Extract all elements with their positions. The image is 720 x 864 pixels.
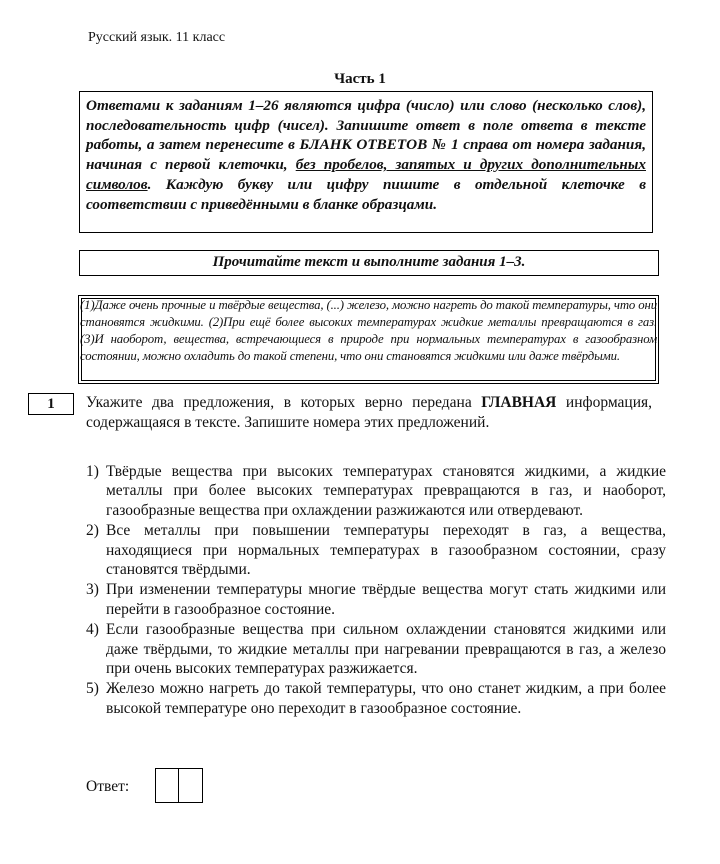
option-number: 3) — [86, 581, 99, 599]
answer-boxes — [155, 768, 203, 803]
answer-cell-1[interactable] — [155, 768, 179, 803]
option-text: Все металлы при повышении температуры переходят в газ, а вещества, находящиеся при нормальных температурах в газообразном состоянии, сразу становятся твёрдыми. — [106, 522, 666, 579]
instructions-text: Ответами к заданиям 1–26 являются цифра (число) или слово (несколько слов), последовательность цифр (чисел). Запишите ответ в поле ответа в тексте работы, а затем перенесите в БЛАНК ОТВЕТОВ № 1 справа от номера задания, начиная с первой клеточки, — [86, 97, 646, 174]
answer-options-list — [86, 462, 666, 718]
option-text: Твёрдые вещества при высоких температурах становятся жидкими, а жидкие металлы при более высоких температурах превращаются в газ, и наоборот, газообразные вещества при охлаждении разжижаются или отвердевают. — [106, 463, 666, 519]
instructions-text-end: . Каждую букву или цифру пишите в отдельной клеточке в соответствии с приведёнными в бланке образцами. — [86, 175, 646, 213]
answer-option — [86, 580, 666, 619]
read-task-heading: Прочитайте текст и выполните задания 1–3. — [79, 250, 659, 276]
question-emphasis: ГЛАВНАЯ — [481, 394, 557, 411]
answer-option — [86, 462, 666, 520]
option-text: Если газообразные вещества при сильном охлаждении становятся жидкими или даже твёрдыми, то жидкие металлы при нагревании превращаются в газ, а железо при очень высоких температурах разжижается. — [106, 621, 666, 678]
answer-cell-2[interactable] — [179, 768, 203, 803]
answer-label: Ответ: — [86, 778, 130, 795]
question-text: Укажите два предложения, в которых верно передана — [86, 394, 482, 411]
option-number: 4) — [86, 621, 99, 639]
option-number: 5) — [86, 680, 99, 698]
part-title: Часть 1 — [334, 71, 386, 87]
task-question — [86, 393, 652, 433]
option-text: При изменении температуры многие твёрдые вещества могут стать жидкими или перейти в газообразное состояние. — [106, 581, 666, 618]
source-text-box: (1)Даже очень прочные и твёрдые вещества, (...) железо, можно нагреть до такой температуры, что они становятся жидкими. (2)При ещё более высоких температурах жидкие металлы превращаются в газ. (3)И наоборот, вещества, встречающиеся в природе при нормальных температурах в газообразном состоянии, можно охладить до такой степени, что они становятся жидкими или даже твёрдыми. — [78, 295, 659, 384]
page-header: Русский язык. 11 класс — [88, 30, 226, 45]
option-number: 2) — [86, 522, 99, 540]
option-number: 1) — [86, 463, 99, 480]
instructions-box — [79, 91, 653, 233]
option-text: Железо можно нагреть до такой температуры, что оно станет жидким, а при более высокой температуре оно переходит в газообразное состояние. — [106, 680, 666, 717]
answer-option — [86, 679, 666, 718]
instructions-underlined: без пробелов, запятых и других дополнительных символов — [86, 156, 646, 193]
answer-option — [86, 521, 666, 579]
task-number: 1 — [28, 393, 74, 415]
question-text-end: информация, содержащаяся в тексте. Запишите номера этих предложений. — [86, 394, 653, 431]
answer-option — [86, 620, 666, 678]
